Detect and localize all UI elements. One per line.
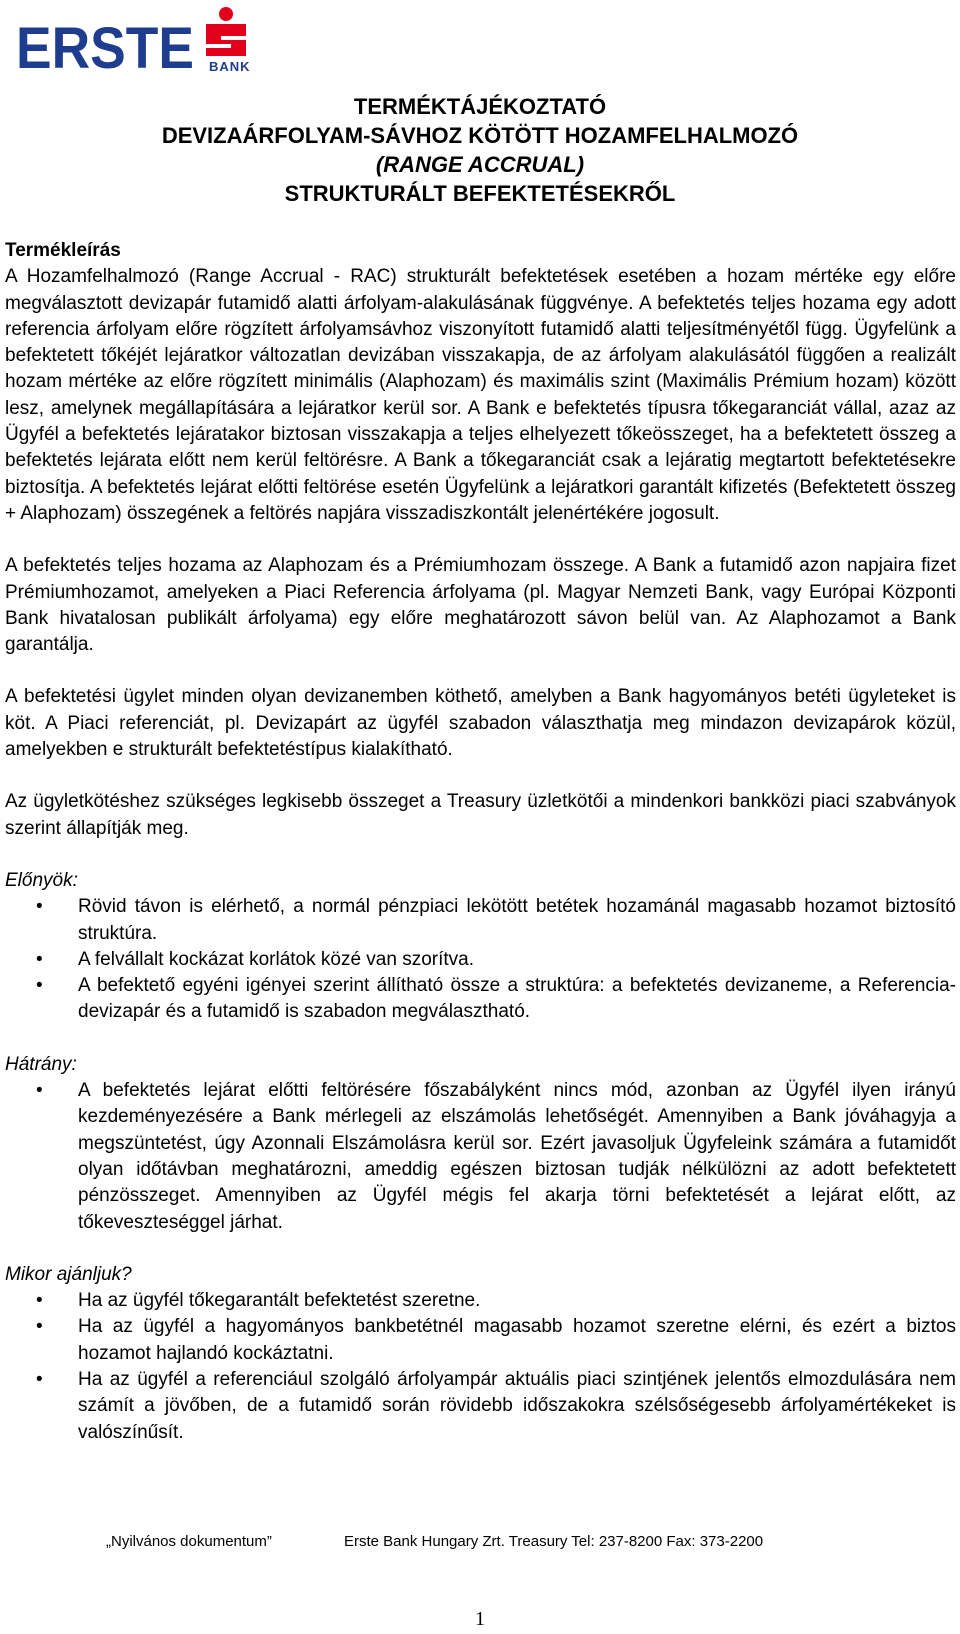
page-number: 1 bbox=[475, 1608, 485, 1630]
logo-wordmark: ERSTE bbox=[16, 16, 194, 76]
list-item: • A felvállalt kockázat korlátok közé van szorítva. bbox=[5, 947, 956, 973]
list-item: • Ha az ügyfél tőkegarantált befektetést szeretne. bbox=[5, 1288, 956, 1314]
document-title bbox=[0, 92, 960, 208]
description-paragraph-2: A befektetés teljes hozama az Alaphozam és a Prémiumhozam összege. A Bank a futamidő azon napjaira fizet Prémiumhozamot, amelyeken a Piaci Referencia árfolyama (pl. Magyar Nemzeti Bank, vagy Európai Központi Bank hivatalosan publikált árfolyama) egy előre meghatározott sávon belül van. Az Alaphozamot a Bank garantálja. bbox=[5, 555, 956, 656]
list-item: • Ha az ügyfél a referenciául szolgáló árfolyampár aktuális piaci szintjének jelentős elmozdulására nem számít a jövőben, de a futamidő során rövidebb időszakokra szélsőségesebb árfolyamértékeket is valószínűsít. bbox=[5, 1367, 956, 1446]
list-item: • Rövid távon is elérhető, a normál pénzpiaci lekötött betétek hozamánál magasabb hozamot biztosító struktúra. bbox=[5, 894, 956, 947]
title-line-3: (RANGE ACCRUAL) bbox=[375, 152, 585, 177]
logo-subtitle: BANK bbox=[209, 59, 251, 74]
list-item: • Ha az ügyfél a hagyományos bankbetétnél magasabb hozamot szeretne elérni, és ezért a biztos hozamot hajlandó kockáztatni. bbox=[5, 1314, 956, 1367]
title-line-4: STRUKTURÁLT BEFEKTETÉSEKRŐL bbox=[284, 181, 676, 206]
erste-logo-graphic bbox=[16, 4, 256, 76]
contact-info: Erste Bank Hungary Zrt. Treasury Tel: 237-8200 Fax: 373-2200 bbox=[344, 1533, 764, 1550]
description-paragraph-4: Az ügyletkötéshez szükséges legkisebb összeget a Treasury üzletkötői a mindenkori bankközi piaci szabványok szerint állapítják meg. bbox=[5, 791, 956, 839]
recommendation-list bbox=[5, 1288, 956, 1446]
section-heading-recommendation: Mikor ajánljuk? bbox=[5, 1263, 132, 1285]
title-line-2: DEVIZAÁRFOLYAM-SÁVHOZ KÖTÖTT HOZAMFELHALMOZÓ bbox=[161, 123, 799, 148]
description-paragraph-3: A befektetési ügylet minden olyan devizanemben köthető, amelyben a Bank hagyományos betéti ügyleteket is köt. A Piaci referenciát, pl. Devizapárt az ügyfél szabadon választhatja meg mindazon devizapárok közül, amelyekben e strukturált befektetéstípus kialakítható. bbox=[5, 686, 956, 761]
description-paragraph-1: A Hozamfelhalmozó (Range Accrual - RAC) strukturált befektetések esetében a hozam mértéke egy előre megválasztott devizapár futamidő alatti árfolyam-alakulásának függvénye. A befektetés teljes hozama egy adott referencia árfolyam előre rögzített árfolyamsávhoz viszonyított futamidő alatti teljesítményétől függ. Ügyfelünk a befektetett tőkéjét lejáratkor változatlan devizában visszakapja, de az árfolyam alakulásától függően a realizált hozam mértéke az előre rögzített minimális (Alaphozam) és maximális szint (Maximális Prémium hozam) között lesz, amelynek megállapítására a lejáratkor kerül sor. A Bank e befektetés típusra tőkegaranciát vállal, azaz az Ügyfél a befektetés lejáratakor biztosan visszakapja a teljes elhelyezett tőkeösszeget, ha a befektetett összeg a befektetés lejárata előtt nem kerül feltörésre. A Bank a tőkegaranciát csak a lejáratig megtartott befektetésekre biztosítja. A befektetés lejárat előtti feltörése esetén Ügyfelünk a lejáratkori garantált kifizetés (Befektetett összeg + Alaphozam) összegének a feltörés napjára visszadiszkontált jelenértékére jogosult. bbox=[5, 266, 956, 524]
title-line-1: TERMÉKTÁJÉKOZTATÓ bbox=[353, 94, 607, 119]
document-body bbox=[5, 238, 956, 1446]
erste-s-symbol-icon bbox=[206, 7, 246, 56]
disadvantages-list bbox=[5, 1078, 956, 1236]
section-heading-advantages: Előnyök: bbox=[5, 869, 78, 891]
erste-bank-logo bbox=[16, 4, 256, 76]
list-item: • A befektető egyéni igényei szerint állítható össze a struktúra: a befektetés devizaneme, a Referencia-devizapár és a futamidő is szabadon megválasztható. bbox=[5, 973, 956, 1026]
advantages-list bbox=[5, 894, 956, 1025]
section-heading-disadvantages: Hátrány: bbox=[5, 1053, 77, 1075]
document-classification: „Nyilvános dokumentum” bbox=[106, 1533, 272, 1550]
list-item: • A befektetés lejárat előtti feltörésére főszabályként nincs mód, azonban az Ügyfél ilyen irányú kezdeményezésére a Bank mérlegeli az elszámolás lehetőségét. Amennyiben a Bank jóváhagyja a megszüntetést, úgy Azonnali Elszámolásra kerül sor. Ezért javasoljuk Ügyfeleink számára a futamidőt olyan időtávban meghatározni, ameddig egészen biztosan tudják nélkülözni az adott befektetett pénzösszeget. Amennyiben az Ügyfél mégis fel akarja törni befektetését a lejárat előtt, az tőkeveszteséggel járhat. bbox=[5, 1078, 956, 1236]
section-heading-description: Termékleírás bbox=[5, 240, 121, 261]
